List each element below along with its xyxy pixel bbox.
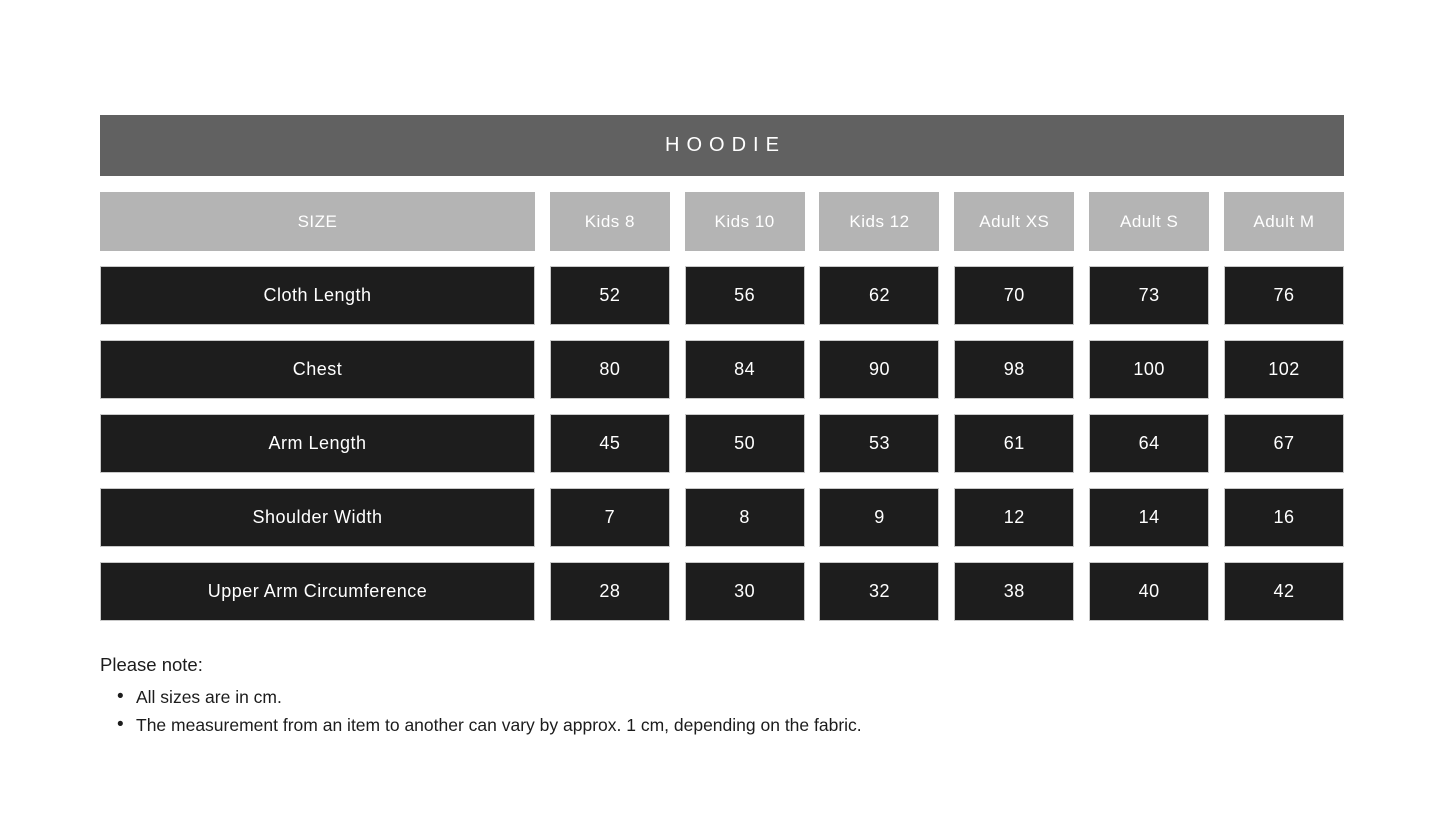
measurement-cell: 8 [685,488,805,547]
measurement-cell: 67 [1224,414,1344,473]
measurement-cell: 50 [685,414,805,473]
note-item: • All sizes are in cm. [100,683,862,711]
row-label-cell: Cloth Length [100,266,535,325]
row-label-cell: Shoulder Width [100,488,535,547]
column-header-cell: Adult XS [954,192,1074,251]
measurement-cell: 73 [1089,266,1209,325]
measurement-cell: 38 [954,562,1074,621]
measurement-cell: 62 [819,266,939,325]
notes-heading: Please note: [100,654,203,675]
measurement-cell: 102 [1224,340,1344,399]
table-row [100,562,1344,621]
chart-title: HOODIE [665,134,786,156]
measurement-cell: 16 [1224,488,1344,547]
measurement-cell: 100 [1089,340,1209,399]
table-header-row [100,192,1344,251]
notes-list [100,683,862,739]
size-chart [100,115,1344,621]
measurement-cell: 52 [550,266,670,325]
row-label-cell: Arm Length [100,414,535,473]
notes-section [100,654,862,739]
column-header-cell: Kids 12 [819,192,939,251]
table-row [100,488,1344,547]
measurement-cell: 80 [550,340,670,399]
column-header-cell: Adult S [1089,192,1209,251]
measurement-cell: 32 [819,562,939,621]
measurement-cell: 84 [685,340,805,399]
table-row [100,340,1344,399]
note-item: • The measurement from an item to another can vary by approx. 1 cm, depending on the fabric. [100,711,862,739]
row-label-cell: Chest [100,340,535,399]
row-label-cell: Upper Arm Circumference [100,562,535,621]
size-header-cell: SIZE [100,192,535,251]
table-row [100,266,1344,325]
measurement-cell: 9 [819,488,939,547]
measurement-cell: 70 [954,266,1074,325]
measurement-cell: 61 [954,414,1074,473]
measurement-cell: 53 [819,414,939,473]
measurement-cell: 98 [954,340,1074,399]
measurement-cell: 45 [550,414,670,473]
column-header-cell: Kids 8 [550,192,670,251]
measurement-cell: 64 [1089,414,1209,473]
measurement-cell: 40 [1089,562,1209,621]
measurement-cell: 12 [954,488,1074,547]
measurement-cell: 42 [1224,562,1344,621]
column-header-cell: Kids 10 [685,192,805,251]
column-header-cell: Adult M [1224,192,1344,251]
size-table [100,192,1344,621]
measurement-cell: 28 [550,562,670,621]
measurement-cell: 14 [1089,488,1209,547]
measurement-cell: 76 [1224,266,1344,325]
title-bar [100,115,1344,176]
measurement-cell: 7 [550,488,670,547]
measurement-cell: 30 [685,562,805,621]
table-row [100,414,1344,473]
measurement-cell: 56 [685,266,805,325]
measurement-cell: 90 [819,340,939,399]
